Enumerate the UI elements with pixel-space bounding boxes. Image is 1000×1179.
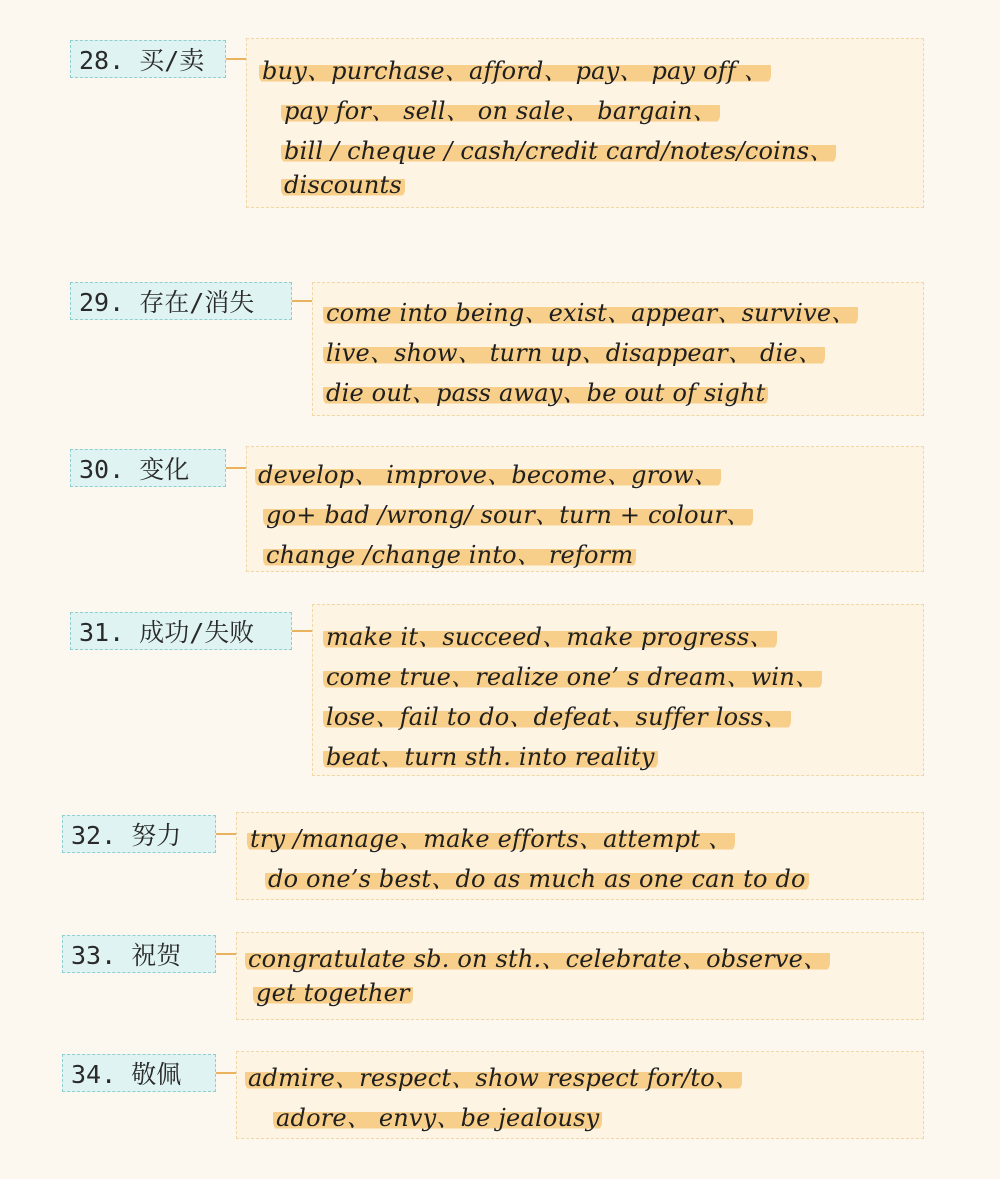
topic-28-label: 28. 买/卖 — [70, 40, 226, 78]
topic-30-connector — [226, 467, 246, 469]
topic-28-connector — [226, 58, 246, 60]
topic-30-label: 30. 变化 — [70, 449, 226, 487]
topic-29-line-3 — [313, 373, 923, 408]
topic-31-line-2-text: come true、realize one’ s dream、win、 — [323, 663, 822, 691]
topic-31-box — [312, 604, 924, 776]
topic-30-line-1-text: develop、 improve、become、grow、 — [255, 461, 721, 489]
topic-29-line-1-text: come into being、exist、appear、survive、 — [323, 299, 858, 327]
topic-29-connector — [292, 300, 312, 302]
topic-31-line-4 — [313, 737, 923, 772]
topic-31-connector — [292, 630, 312, 632]
topic-28-line-1-text: buy、purchase、afford、 pay、 pay off 、 — [259, 57, 771, 85]
topic-28-line-3 — [247, 131, 923, 166]
topic-28-line-1 — [247, 51, 923, 86]
topic-33-line-1 — [237, 939, 923, 974]
topic-33-label: 33. 祝贺 — [62, 935, 216, 973]
topic-32-box — [236, 812, 924, 900]
topic-33-line-2 — [237, 979, 923, 1007]
topic-32-line-2 — [237, 859, 923, 894]
topic-29-line-2-text: live、show、 turn up、disappear、 die、 — [323, 339, 825, 367]
topic-34-line-1-text: admire、respect、show respect for/to、 — [245, 1064, 742, 1092]
topic-34-line-2 — [237, 1098, 923, 1133]
topic-31-line-4-text: beat、turn sth. into reality — [323, 743, 658, 771]
topic-29-box — [312, 282, 924, 416]
topic-31-line-1-text: make it、succeed、make progress、 — [323, 623, 777, 651]
topic-32-label: 32. 努力 — [62, 815, 216, 853]
topic-28-line-3-text: bill / cheque / cash/credit card/notes/coins、 — [281, 137, 836, 165]
topic-32-line-1 — [237, 819, 923, 854]
topic-31-label: 31. 成功/失败 — [70, 612, 292, 650]
topic-28-line-4-text: discounts — [281, 171, 405, 199]
topic-32-line-1-text: try /manage、make efforts、attempt 、 — [247, 825, 735, 853]
topic-32-line-2-text: do one’s best、do as much as one can to do — [265, 865, 809, 893]
topic-30-line-3 — [247, 535, 923, 570]
topic-28-line-2-text: pay for、 sell、 on sale、 bargain、 — [281, 97, 720, 125]
topic-34-line-2-text: adore、 envy、be jealousy — [273, 1104, 602, 1132]
topic-30-line-2 — [247, 495, 923, 530]
topic-31-line-3 — [313, 697, 923, 732]
topic-31-line-1 — [313, 617, 923, 652]
topic-30-line-3-text: change /change into、 reform — [263, 541, 636, 569]
topic-34-box — [236, 1051, 924, 1139]
topic-29-label: 29. 存在/消失 — [70, 282, 292, 320]
topic-33-box — [236, 932, 924, 1020]
topic-33-connector — [216, 953, 236, 955]
topic-28-line-4 — [247, 171, 923, 199]
topic-29-line-1 — [313, 293, 923, 328]
topic-34-connector — [216, 1072, 236, 1074]
topic-28-line-2 — [247, 91, 923, 126]
topic-34-line-1 — [237, 1058, 923, 1093]
topic-34-label: 34. 敬佩 — [62, 1054, 216, 1092]
topic-32-connector — [216, 833, 236, 835]
topic-30-line-2-text: go+ bad /wrong/ sour、turn + colour、 — [263, 501, 753, 529]
topic-31-line-3-text: lose、fail to do、defeat、suffer loss、 — [323, 703, 791, 731]
topic-29-line-3-text: die out、pass away、be out of sight — [323, 379, 768, 407]
topic-29-line-2 — [313, 333, 923, 368]
topic-31-line-2 — [313, 657, 923, 692]
topic-33-line-1-text: congratulate sb. on sth.、celebrate、observe、 — [245, 945, 830, 973]
topic-30-line-1 — [247, 455, 923, 490]
topic-30-box — [246, 446, 924, 572]
topic-28-box — [246, 38, 924, 208]
topic-33-line-2-text: get together — [253, 979, 413, 1007]
